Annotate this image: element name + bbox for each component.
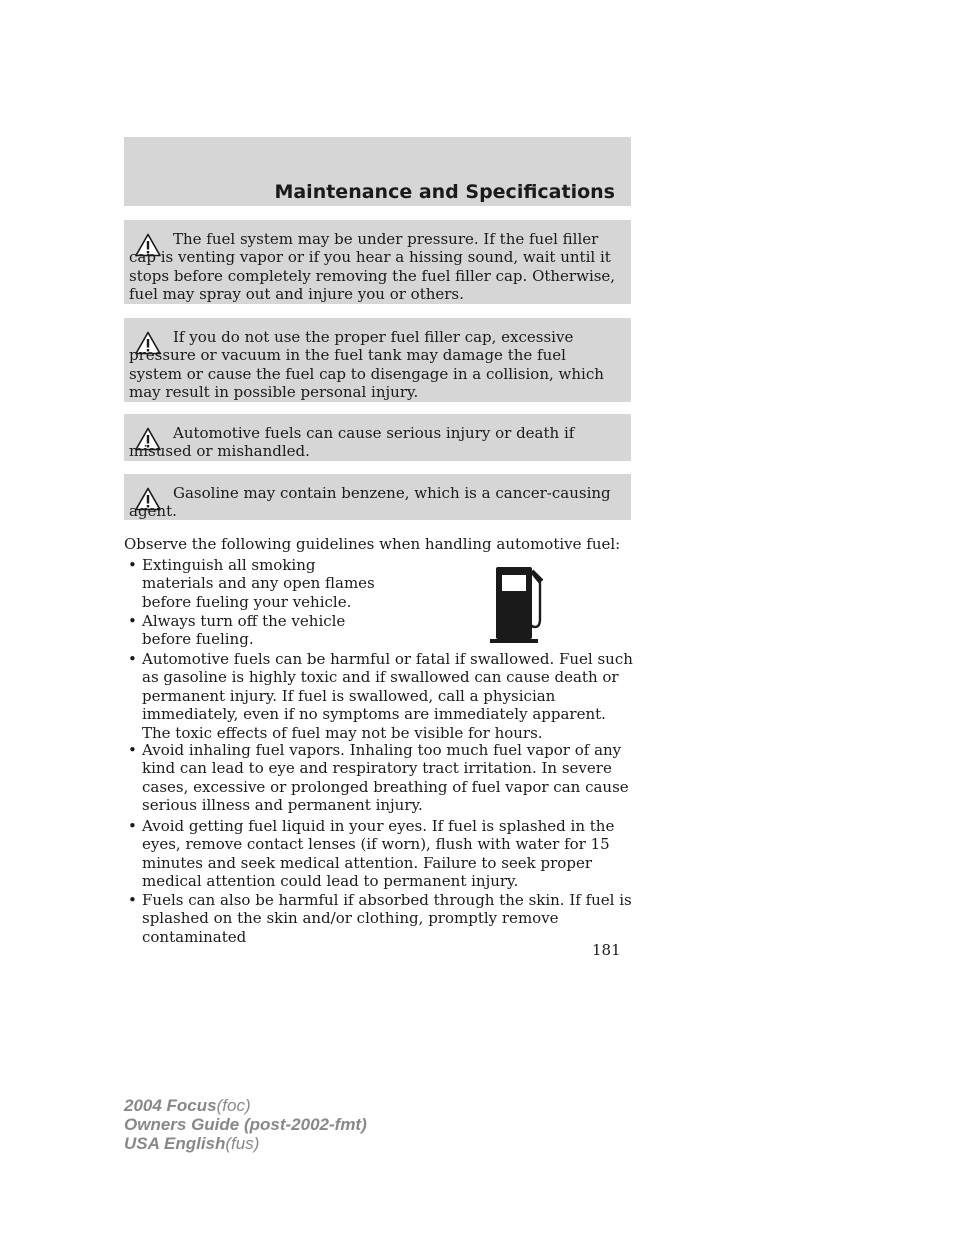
list-item: • Avoid inhaling fuel vapors. Inhaling too much fuel vapor of any kind can lead to eye and respiratory tract irritation. In severe cases, excessive or prolonged breathing of fuel vapor can cause serious illness and permanent injury. bbox=[124, 741, 634, 817]
bullet-text: Avoid inhaling fuel vapors. Inhaling too much fuel vapor of any kind can lead to eye and respiratory tract irritation. In severe cases, excessive or prolonged breathing of fuel vapor can cause serious illness and permanent injury. bbox=[142, 741, 629, 815]
section-title: Maintenance and Specifications bbox=[274, 181, 615, 203]
list-item: • Avoid getting fuel liquid in your eyes. If fuel is splashed in the eyes, remove contact lenses (if worn), flush with water for 15 minutes and seek medical attention. Failure to seek proper medical attention could lead to permanent injury. bbox=[124, 817, 634, 893]
footer-model: 2004 Focus bbox=[124, 1096, 217, 1115]
warning-box-filler-cap bbox=[124, 318, 631, 402]
list-item: • Fuels can also be harmful if absorbed through the skin. If fuel is splashed on the skin and/or clothing, promptly remove contaminated bbox=[124, 891, 634, 931]
bullet-text: Always turn off the vehicle before fueling. bbox=[142, 612, 346, 649]
guidelines-intro: Observe the following guidelines when handling automotive fuel: bbox=[124, 535, 621, 553]
document-footer bbox=[124, 1096, 367, 1153]
warning-box-pressure bbox=[124, 220, 631, 304]
list-item: • Always turn off the vehicle before fueling. bbox=[124, 612, 384, 650]
warning-text: If you do not use the proper fuel filler cap, excessive pressure or vacuum in the fuel tank may damage the fuel system or cause the fuel cap to disengage in a collision, which may result in possible personal injury. bbox=[129, 328, 604, 402]
bullet-text: Avoid getting fuel liquid in your eyes. If fuel is splashed in the eyes, remove contact lenses (if worn), flush with water for 15 minutes and seek medical attention. Failure to seek proper medical attention could lead to permanent injury. bbox=[142, 817, 615, 891]
list-item: • Extinguish all smoking materials and any open flames before fueling your vehicle. bbox=[124, 556, 384, 612]
bullet-text: Fuels can also be harmful if absorbed through the skin. If fuel is splashed on the skin and/or clothing, promptly remove contaminated bbox=[142, 891, 632, 946]
section-header-band bbox=[124, 137, 631, 206]
footer-guide: Owners Guide (post-2002-fmt) bbox=[124, 1115, 367, 1134]
warning-box-benzene bbox=[124, 474, 631, 520]
warning-box-misuse bbox=[124, 414, 631, 461]
bullet-text: Extinguish all smoking materials and any open flames before fueling your vehicle. bbox=[142, 556, 375, 611]
warning-text: Automotive fuels can cause serious injury or death if misused or mishandled. bbox=[129, 424, 575, 461]
footer-language: USA English bbox=[124, 1134, 226, 1153]
warning-text: The fuel system may be under pressure. If the fuel filler cap is venting vapor or if you hear a hissing sound, wait until it stops before completely removing the fuel filler cap. Otherwise, fuel may spray out and injure you or others. bbox=[129, 230, 616, 304]
warning-text: Gasoline may contain benzene, which is a cancer-causing agent. bbox=[129, 484, 611, 521]
footer-language-code: (fus) bbox=[225, 1134, 260, 1153]
footer-model-code: (foc) bbox=[216, 1096, 251, 1115]
list-item: • Automotive fuels can be harmful or fatal if swallowed. Fuel such as gasoline is highly toxic and if swallowed can cause death or permanent injury. If fuel is swallowed, call a physician immediately, even if no symptoms are immediately apparent. The toxic effects of fuel may not be visible for hours. bbox=[128, 650, 633, 742]
bullet-text: Automotive fuels can be harmful or fatal if swallowed. Fuel such as gasoline is highly toxic and if swallowed can cause death or permanent injury. If fuel is swallowed, call a physician immediately, even if no symptoms are immediately apparent. The toxic effects of fuel may not be visible for hours. bbox=[142, 650, 633, 742]
page-number: 181 bbox=[592, 941, 621, 959]
fuel-pump-icon bbox=[488, 563, 552, 645]
